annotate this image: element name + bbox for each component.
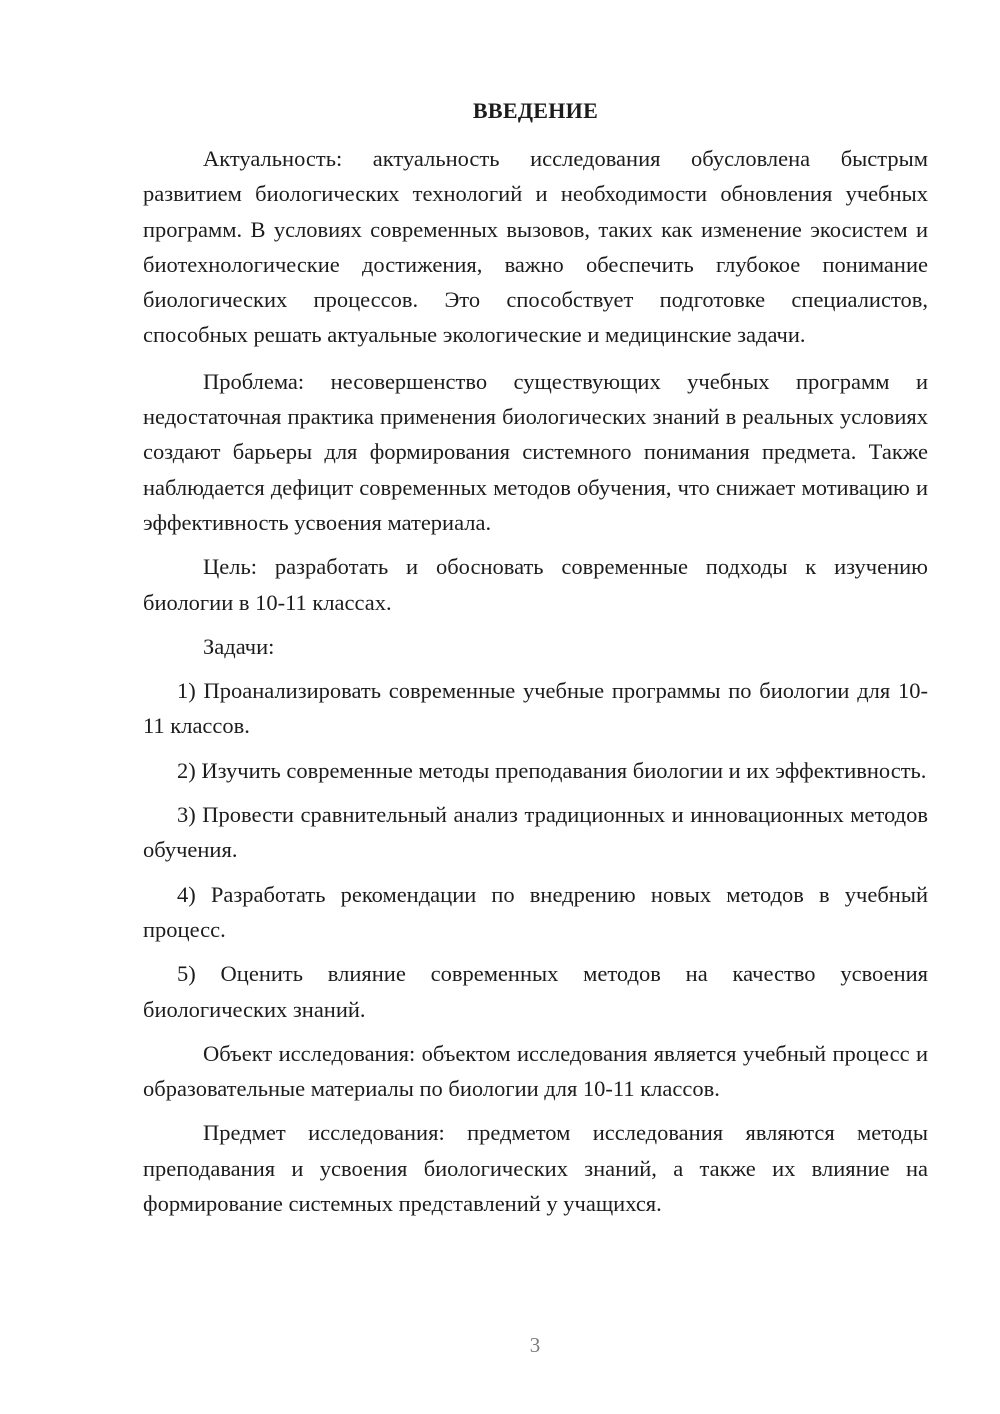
relevance-paragraph: Актуальность: актуальность исследования обусловлена быстрым развитием биологических технологий и необходимости обновления учебных программ. В условиях современных вызовов, таких как изменение экосистем и биотехнологические достижения, важно обеспечить глубокое понимание биологических процессов. Это способствует подготовке специалистов, способных решать актуальные экологические и медицинские задачи. xyxy=(143,146,928,348)
page-number: 3 xyxy=(529,1333,541,1357)
task-item-4: 4) Разработать рекомендации по внедрению новых методов в учебный процесс. xyxy=(143,881,928,942)
document-page xyxy=(143,96,928,1230)
problem-paragraph: Проблема: несовершенство существующих учебных программ и недостаточная практика применения биологических знаний в реальных условиях создают барьеры для формирования системного понимания предмета. Также наблюдается дефицит современных методов обучения, что снижает мотивацию и эффективность усвоения материала. xyxy=(143,368,928,535)
task-item-3: 3) Провести сравнительный анализ традиционных и инновационных методов обучения. xyxy=(143,802,928,863)
goal-paragraph: Цель: разработать и обосновать современные подходы к изучению биологии в 10-11 классах. xyxy=(143,554,928,615)
subject-paragraph: Предмет исследования: предметом исследования являются методы преподавания и усвоения биологических знаний, а также их влияние на формирование системных представлений у учащихся. xyxy=(143,1120,928,1217)
task-item-2: 2) Изучить современные методы преподавания биологии и их эффективность. xyxy=(177,757,927,783)
object-paragraph: Объект исследования: объектом исследования является учебный процесс и образовательные материалы по биологии для 10-11 классов. xyxy=(143,1040,928,1102)
tasks-heading: Задачи: xyxy=(203,633,275,659)
task-item-5: 5) Оценить влияние современных методов на качество усвоения биологических знаний. xyxy=(143,961,928,1022)
task-item-1: 1) Проанализировать современные учебные программы по биологии для 10-11 классов. xyxy=(143,678,928,739)
section-title: ВВЕДЕНИЕ xyxy=(472,98,599,123)
